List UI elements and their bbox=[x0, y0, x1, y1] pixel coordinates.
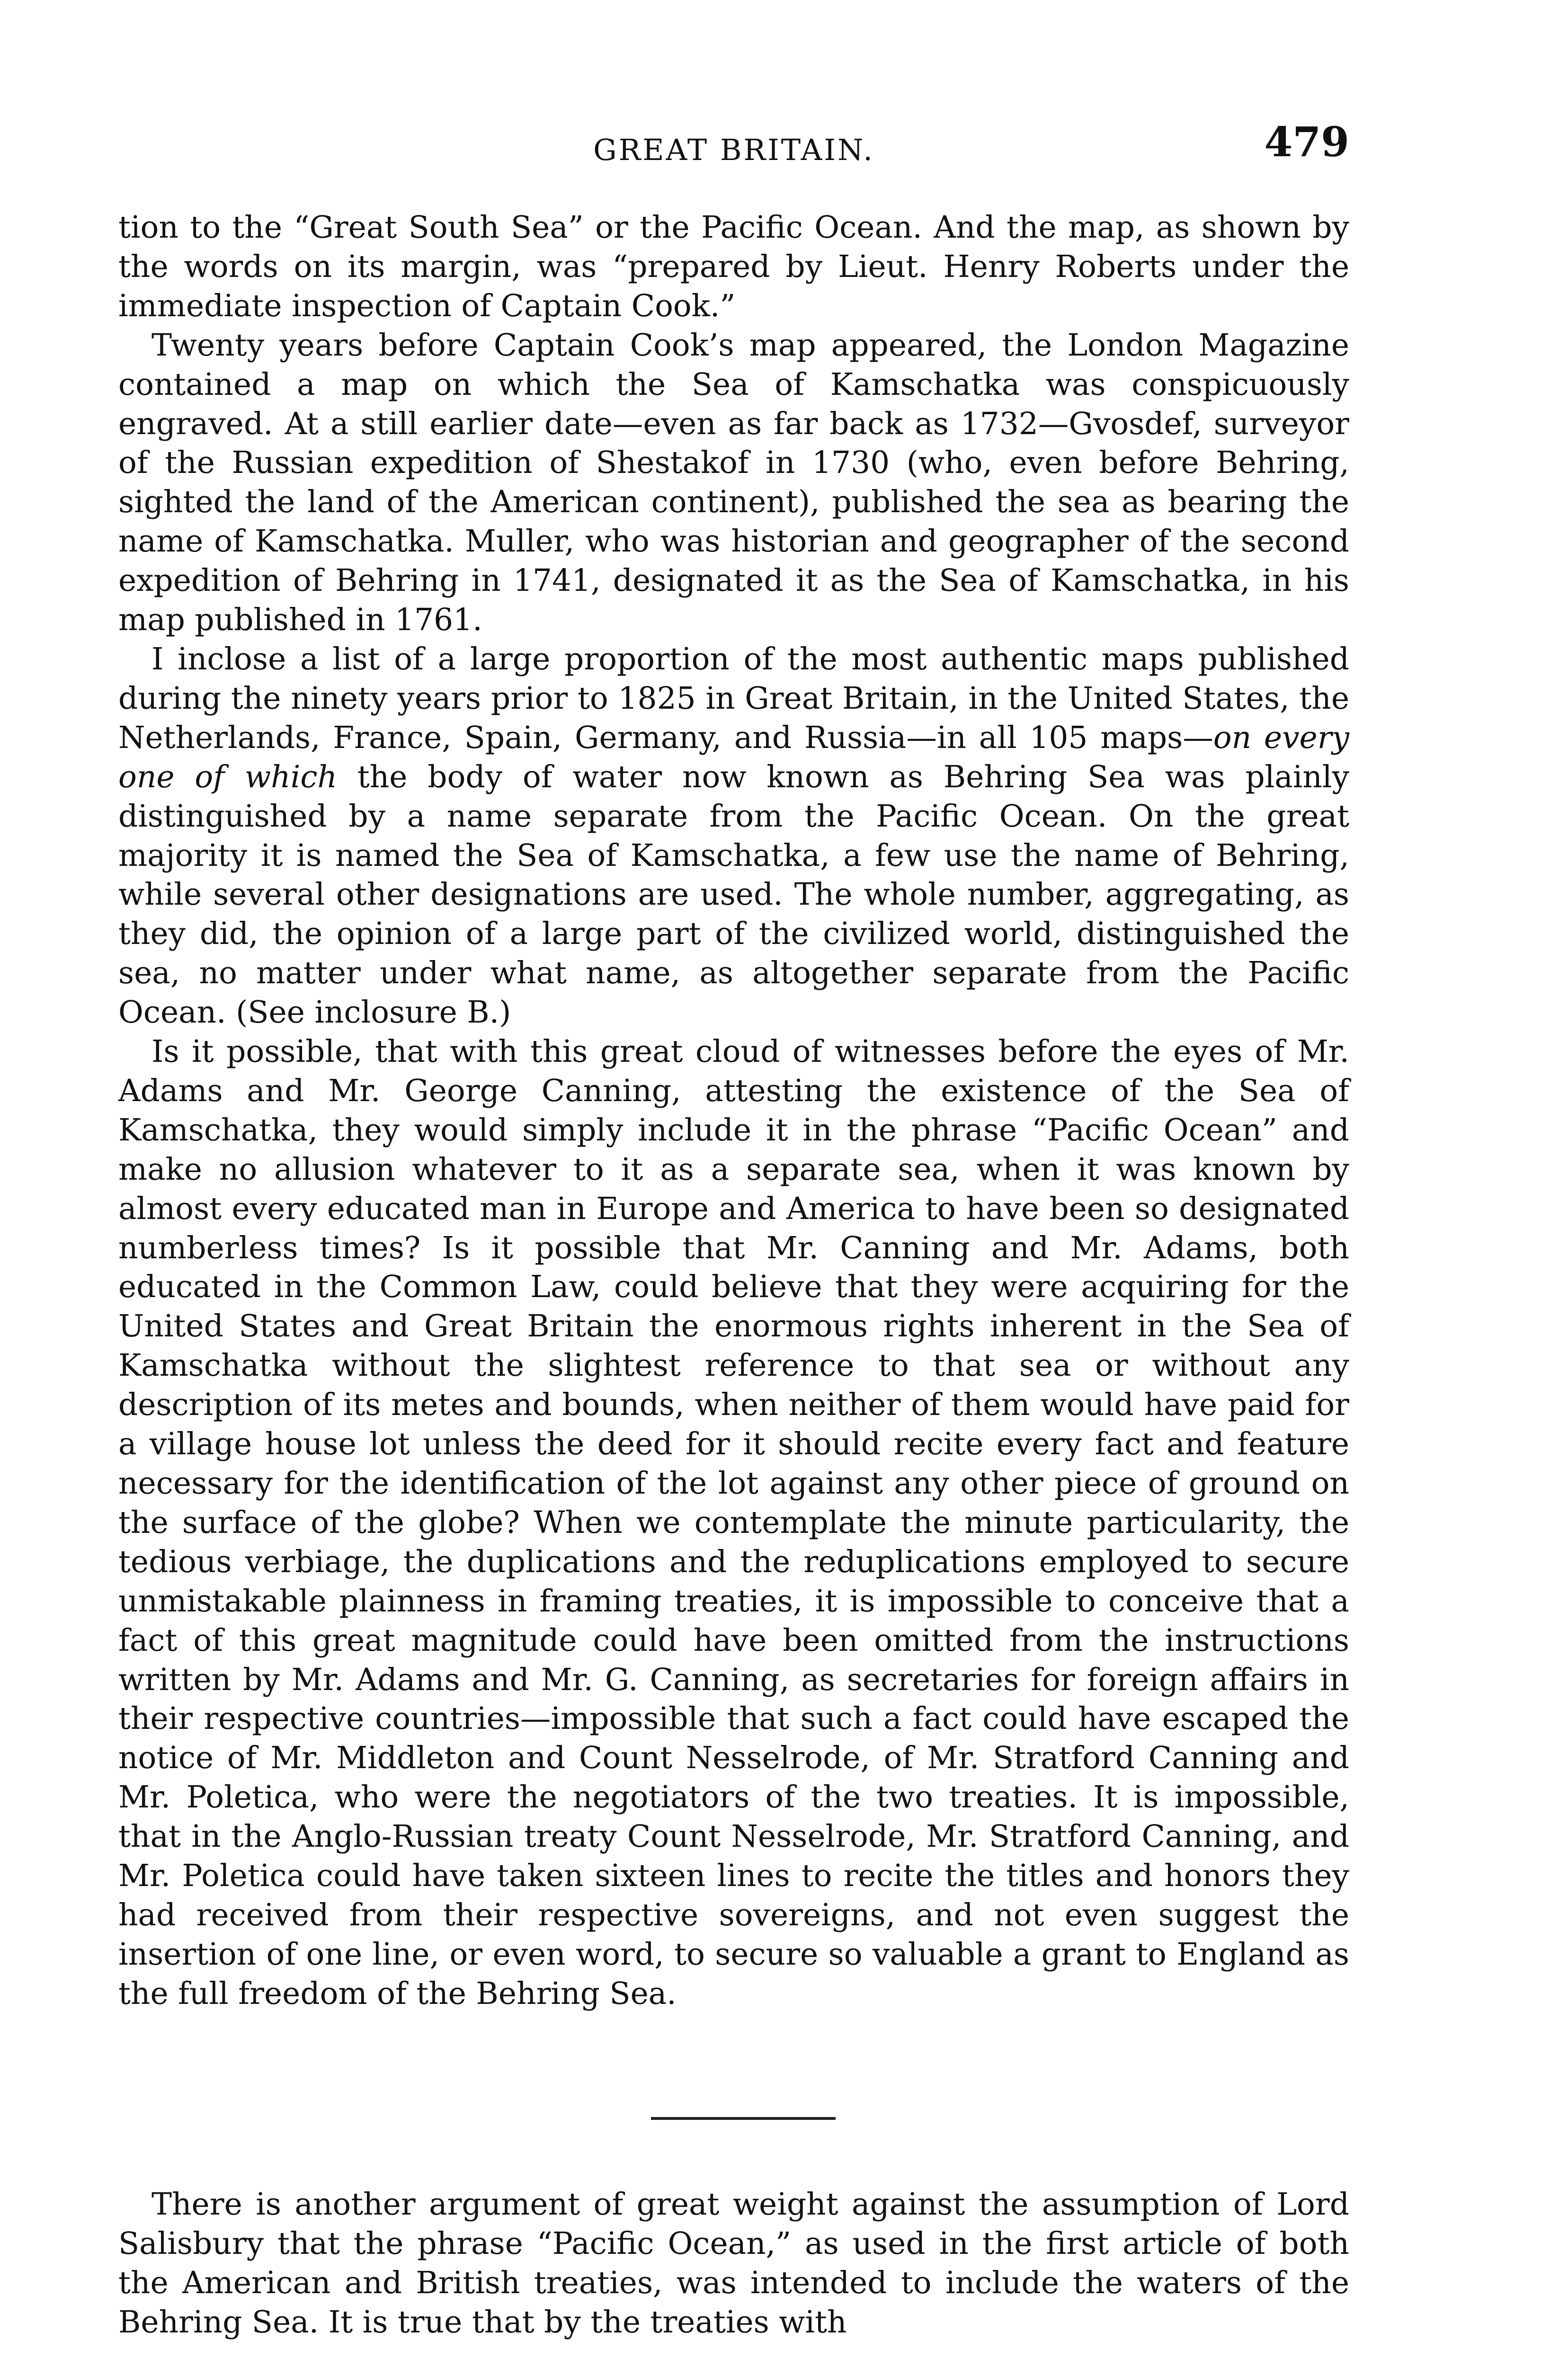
running-head: GREAT BRITAIN. bbox=[593, 133, 874, 167]
page-number: 479 bbox=[1264, 118, 1349, 166]
page-header bbox=[118, 118, 1349, 170]
paragraph-inclosure-list bbox=[118, 640, 1349, 1032]
emphasis-every-one: on every one of which bbox=[118, 720, 1349, 795]
paragraph-inclosure-list-part-1: I inclose a list of a large proportion of the most authentic maps published during the ninety years prior to 1825 in Great Britain, in the United States, the Netherlands, France, Spain, Germany, and Russia—in all 105 maps— bbox=[118, 641, 1349, 756]
paragraph-continuation: tion to the “Great South Sea” or the Pacific Ocean. And the map, as shown by the words on its margin, was “prepared by Lieut. Henry Roberts under the immediate inspection of Captain Cook.” bbox=[118, 210, 1349, 324]
section-divider bbox=[651, 2117, 836, 2120]
paragraph-cloud-of-witnesses: Is it possible, that with this great cloud of witnesses before the eyes of Mr. Adams and Mr. George Canning, attesting the existence of the Sea of Kamschatka, they would simply include it in the phrase “Pacific Ocean” and make no allusion whatever to it as a separate sea, when it was known by almost every educated man in Europe and America to have been so designated numberless times? Is it possible that Mr. Canning and Mr. Adams, both educated in the Common Law, could believe that they were acquiring for the United States and Great Britain the enormous rights inherent in the Sea of Kamschatka without the slightest reference to that sea or without any description of its metes and bounds, when neither of them would have paid for a village house lot unless the deed for it should recite every fact and feature necessary for the identification of the lot against any other piece of ground on the surface of the globe? When we contemplate the minute particularity, the tedious verbiage, the duplications and the reduplications employed to secure unmistakable plainness in framing treaties, it is impossible to conceive that a fact of this great magnitude could have been omitted from the instructions written by Mr. Adams and Mr. G. Canning, as secretaries for foreign affairs in their respective countries—impossible that such a fact could have escaped the notice of Mr. Middleton and Count Nesselrode, of Mr. Stratford Canning and Mr. Poletica, who were the negotiators of the two treaties. It is impossible, that in the Anglo-Russian treaty Count Nesselrode, Mr. Stratford Canning, and Mr. Poletica could have taken sixteen lines to recite the titles and honors they had received from their respective sovereigns, and not even suggest the insertion of one line, or even word, to secure so valuable a grant to England as the full freedom of the Behring Sea. bbox=[118, 1034, 1349, 2011]
paragraph-another-argument: There is another argument of great weight against the assumption of Lord Salisbury that the phrase “Pacific Ocean,” as used in the first article of both the American and British treaties, was intended to include the waters of the Behring Sea. It is true that by the treaties with bbox=[118, 2187, 1349, 2340]
secondary-text bbox=[118, 2185, 1349, 2342]
paragraph-inclosure-list-part-2: the body of water now known as Behring Sea was plainly distinguished by a name separate from the Pacific Ocean. On the great majority it is named the Sea of Kamschatka, a few use the name of Behring, while several other designations are used. The whole number, aggregating, as they did, the opinion of a large part of the civilized world, distinguished the sea, no matter under what name, as altogether separate from the Pacific Ocean. (See inclosure B.) bbox=[118, 759, 1349, 1031]
paragraph-london-magazine: Twenty years before Captain Cook’s map appeared, the London Magazine contained a map on which the Sea of Kamschatka was conspicuously engraved. At a still earlier date—even as far back as 1732—Gvosdef, surveyor of the Russian expedition of Shestakof in 1730 (who, even before Behring, sighted the land of the American continent), published the sea as bearing the name of Kamschatka. Muller, who was historian and geographer of the second expedition of Behring in 1741, designated it as the Sea of Kamschatka, in his map published in 1761. bbox=[118, 327, 1349, 638]
main-text bbox=[118, 208, 1349, 2014]
